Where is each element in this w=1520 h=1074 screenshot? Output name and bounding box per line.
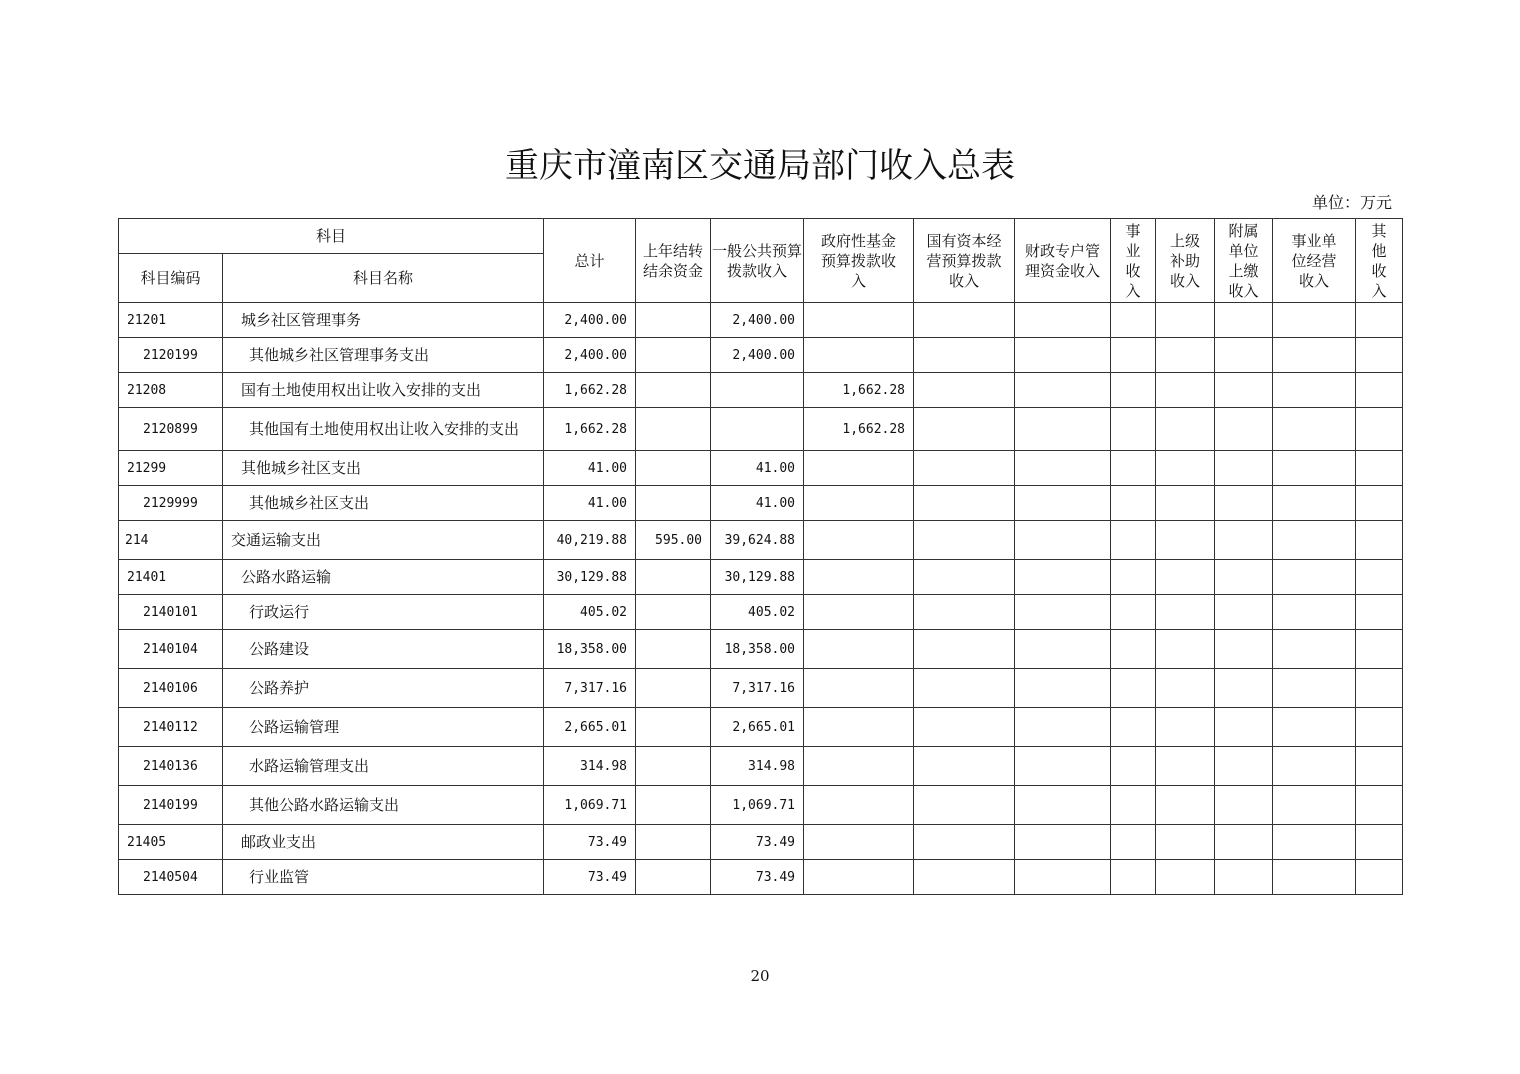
cell-general-budget: 314.98 [711,747,804,786]
cell-gov-fund [804,825,914,860]
cell-total: 7,317.16 [544,669,636,708]
header-operating: 事业单位经营收入 [1273,219,1356,303]
header-name: 科目名称 [223,254,544,303]
header-gov-fund: 政府性基金预算拨款收入 [804,219,914,303]
cell-general-budget: 73.49 [711,860,804,895]
cell-total: 1,662.28 [544,373,636,408]
cell-code: 2120199 [119,338,223,373]
cell-total: 314.98 [544,747,636,786]
cell-gov-fund [804,630,914,669]
cell-name: 行政运行 [223,595,544,630]
cell-code: 21299 [119,451,223,486]
cell-general-budget [711,408,804,451]
table-row [119,747,1403,786]
cell-total: 2,400.00 [544,338,636,373]
table-row [119,860,1403,895]
header-carryover: 上年结转结余资金 [636,219,711,303]
cell-general-budget: 18,358.00 [711,630,804,669]
header-other: 其他收入 [1356,219,1403,303]
cell-carryover [636,595,711,630]
cell-name: 其他国有土地使用权出让收入安排的支出 [223,408,544,451]
cell-total: 2,400.00 [544,303,636,338]
cell-general-budget: 2,400.00 [711,338,804,373]
table-row [119,373,1403,408]
header-code: 科目编码 [119,254,223,303]
cell-code: 2140101 [119,595,223,630]
cell-total: 1,662.28 [544,408,636,451]
cell-general-budget: 41.00 [711,486,804,521]
cell-gov-fund [804,560,914,595]
header-total: 总计 [544,219,636,303]
cell-total: 2,665.01 [544,708,636,747]
unit-label: 单位：万元 [1311,193,1392,212]
cell-name: 公路运输管理 [223,708,544,747]
cell-gov-fund [804,708,914,747]
cell-carryover [636,708,711,747]
cell-general-budget: 2,665.01 [711,708,804,747]
table-row [119,303,1403,338]
header-business: 事业收入 [1111,219,1156,303]
cell-total: 73.49 [544,860,636,895]
cell-name: 城乡社区管理事务 [223,303,544,338]
cell-total: 18,358.00 [544,630,636,669]
cell-general-budget: 1,069.71 [711,786,804,825]
cell-name: 交通运输支出 [223,521,544,560]
cell-gov-fund [804,486,914,521]
cell-carryover [636,408,711,451]
cell-code: 2140112 [119,708,223,747]
cell-gov-fund [804,747,914,786]
cell-total: 405.02 [544,595,636,630]
cell-gov-fund [804,338,914,373]
cell-name: 其他城乡社区支出 [223,486,544,521]
table-row [119,786,1403,825]
cell-gov-fund [804,595,914,630]
cell-carryover [636,747,711,786]
revenue-summary-table [118,218,1403,895]
cell-carryover [636,630,711,669]
header-general-budget: 一般公共预算拨款收入 [711,219,804,303]
table-row [119,669,1403,708]
cell-general-budget: 30,129.88 [711,560,804,595]
cell-general-budget: 73.49 [711,825,804,860]
cell-code: 2140504 [119,860,223,895]
cell-name: 公路建设 [223,630,544,669]
table-row [119,560,1403,595]
cell-code: 21401 [119,560,223,595]
cell-code: 214 [119,521,223,560]
cell-gov-fund [804,521,914,560]
cell-carryover [636,373,711,408]
cell-name: 其他城乡社区支出 [223,451,544,486]
table-row [119,451,1403,486]
table-row [119,338,1403,373]
cell-general-budget [711,373,804,408]
cell-name: 其他城乡社区管理事务支出 [223,338,544,373]
header-superior-subsidy: 上级补助收入 [1156,219,1215,303]
table-row [119,408,1403,451]
cell-total: 1,069.71 [544,786,636,825]
cell-total: 41.00 [544,451,636,486]
cell-gov-fund [804,860,914,895]
cell-general-budget: 405.02 [711,595,804,630]
table-row [119,486,1403,521]
cell-carryover [636,786,711,825]
table-row [119,708,1403,747]
cell-carryover [636,825,711,860]
cell-general-budget: 2,400.00 [711,303,804,338]
cell-total: 30,129.88 [544,560,636,595]
table-row [119,521,1403,560]
cell-code: 2140136 [119,747,223,786]
header-subject: 科目 [119,219,544,254]
cell-gov-fund [804,786,914,825]
cell-code: 21201 [119,303,223,338]
cell-code: 2129999 [119,486,223,521]
cell-name: 公路养护 [223,669,544,708]
cell-gov-fund [804,669,914,708]
cell-gov-fund [804,303,914,338]
header-affiliated: 附属单位上缴收入 [1215,219,1273,303]
cell-total: 40,219.88 [544,521,636,560]
cell-name: 邮政业支出 [223,825,544,860]
table-row [119,630,1403,669]
cell-name: 行业监管 [223,860,544,895]
cell-total: 73.49 [544,825,636,860]
cell-code: 2120899 [119,408,223,451]
cell-carryover [636,560,711,595]
cell-gov-fund: 1,662.28 [804,373,914,408]
header-fiscal-special: 财政专户管理资金收入 [1015,219,1111,303]
table-row [119,825,1403,860]
cell-carryover [636,338,711,373]
cell-carryover [636,486,711,521]
cell-gov-fund [804,451,914,486]
cell-code: 2140106 [119,669,223,708]
page-title: 重庆市潼南区交通局部门收入总表 [505,146,1015,186]
cell-code: 21208 [119,373,223,408]
cell-name: 国有土地使用权出让收入安排的支出 [223,373,544,408]
cell-carryover [636,860,711,895]
cell-name: 公路水路运输 [223,560,544,595]
cell-general-budget: 39,624.88 [711,521,804,560]
cell-carryover [636,451,711,486]
cell-total: 41.00 [544,486,636,521]
header-state-capital: 国有资本经营预算拨款收入 [914,219,1015,303]
cell-general-budget: 41.00 [711,451,804,486]
cell-code: 2140104 [119,630,223,669]
cell-carryover [636,669,711,708]
cell-carryover [636,303,711,338]
cell-code: 2140199 [119,786,223,825]
table-row [119,595,1403,630]
cell-code: 21405 [119,825,223,860]
cell-name: 其他公路水路运输支出 [223,786,544,825]
page-number: 20 [750,967,770,985]
cell-name: 水路运输管理支出 [223,747,544,786]
cell-general-budget: 7,317.16 [711,669,804,708]
cell-carryover: 595.00 [636,521,711,560]
cell-gov-fund: 1,662.28 [804,408,914,451]
